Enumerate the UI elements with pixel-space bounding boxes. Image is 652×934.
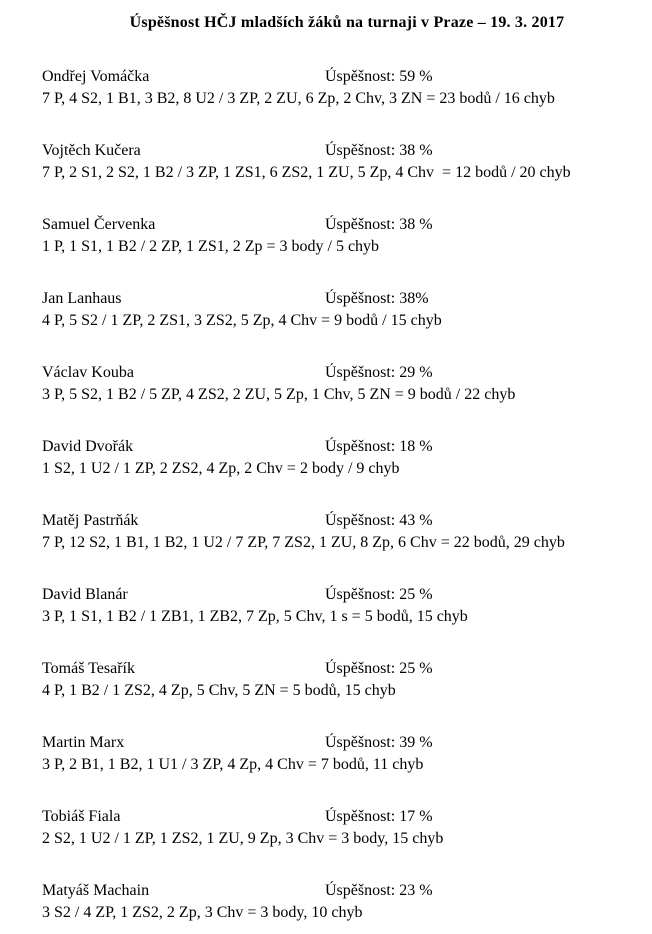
player-name: Tobiáš Fiala [42, 808, 121, 825]
player-name: David Dvořák [42, 438, 134, 455]
player-entry [42, 806, 652, 850]
player-success: Úspěšnost: 18 % [325, 438, 433, 455]
player-success: Úspěšnost: 38 % [325, 142, 433, 159]
player-detail: 3 P, 5 S2, 1 B2 / 5 ZP, 4 ZS2, 2 ZU, 5 Zp, 1 Chv, 5 ZN = 9 bodů / 22 chyb [42, 386, 516, 403]
player-detail: 7 P, 12 S2, 1 B1, 1 B2, 1 U2 / 7 ZP, 7 ZS2, 1 ZU, 8 Zp, 6 Chv = 22 bodů, 29 chyb [42, 534, 565, 551]
player-header-row [42, 584, 652, 606]
player-entry [42, 140, 652, 184]
player-header-row [42, 436, 652, 458]
player-detail: 2 S2, 1 U2 / 1 ZP, 1 ZS2, 1 ZU, 9 Zp, 3 Chv = 3 body, 15 chyb [42, 830, 444, 847]
player-header-row [42, 66, 652, 88]
player-success: Úspěšnost: 59 % [325, 68, 433, 85]
player-entry [42, 288, 652, 332]
player-detail: 4 P, 1 B2 / 1 ZS2, 4 Zp, 5 Chv, 5 ZN = 5 bodů, 15 chyb [42, 682, 396, 699]
player-success: Úspěšnost: 25 % [325, 660, 433, 677]
player-detail: 7 P, 2 S1, 2 S2, 1 B2 / 3 ZP, 1 ZS1, 6 ZS2, 1 ZU, 5 Zp, 4 Chv = 12 bodů / 20 chyb [42, 164, 571, 181]
player-entry [42, 214, 652, 258]
player-header-row [42, 288, 652, 310]
player-header-row [42, 510, 652, 532]
player-success: Úspěšnost: 29 % [325, 364, 433, 381]
player-detail: 3 S2 / 4 ZP, 1 ZS2, 2 Zp, 3 Chv = 3 body, 10 chyb [42, 904, 363, 921]
player-success: Úspěšnost: 25 % [325, 586, 433, 603]
player-header-row [42, 140, 652, 162]
player-entry [42, 880, 652, 924]
player-entry [42, 510, 652, 554]
player-header-row [42, 806, 652, 828]
player-detail: 1 P, 1 S1, 1 B2 / 2 ZP, 1 ZS1, 2 Zp = 3 body / 5 chyb [42, 238, 380, 255]
player-name: Ondřej Vomáčka [42, 68, 150, 85]
player-success: Úspěšnost: 39 % [325, 734, 433, 751]
player-name: Martin Marx [42, 734, 125, 751]
player-success: Úspěšnost: 38 % [325, 216, 433, 233]
player-entry [42, 362, 652, 406]
player-header-row [42, 732, 652, 754]
player-list [42, 66, 652, 924]
player-name: Matěj Pastrňák [42, 512, 139, 529]
player-name: David Blanár [42, 586, 128, 603]
player-name: Samuel Červenka [42, 216, 156, 233]
player-name: Jan Lanhaus [42, 290, 122, 307]
player-name: Matyáš Machain [42, 882, 150, 899]
player-header-row [42, 362, 652, 384]
player-detail: 1 S2, 1 U2 / 1 ZP, 2 ZS2, 4 Zp, 2 Chv = 2 body / 9 chyb [42, 460, 400, 477]
player-entry [42, 436, 652, 480]
player-name: Tomáš Tesařík [42, 660, 135, 677]
player-detail: 3 P, 1 S1, 1 B2 / 1 ZB1, 1 ZB2, 7 Zp, 5 Chv, 1 s = 5 bodů, 15 chyb [42, 608, 468, 625]
player-success: Úspěšnost: 43 % [325, 512, 433, 529]
player-success: Úspěšnost: 23 % [325, 882, 433, 899]
player-success: Úspěšnost: 38% [325, 290, 429, 307]
player-name: Václav Kouba [42, 364, 134, 381]
player-detail: 4 P, 5 S2 / 1 ZP, 2 ZS1, 3 ZS2, 5 Zp, 4 Chv = 9 bodů / 15 chyb [42, 312, 442, 329]
player-header-row [42, 214, 652, 236]
player-entry [42, 658, 652, 702]
player-name: Vojtěch Kučera [42, 142, 141, 159]
player-header-row [42, 658, 652, 680]
player-detail: 3 P, 2 B1, 1 B2, 1 U1 / 3 ZP, 4 Zp, 4 Chv = 7 bodů, 11 chyb [42, 756, 424, 773]
player-entry [42, 732, 652, 776]
player-success: Úspěšnost: 17 % [325, 808, 433, 825]
page-title: Úspěšnost HČJ mladších žáků na turnaji v Praze – 19. 3. 2017 [129, 14, 565, 31]
player-detail: 7 P, 4 S2, 1 B1, 3 B2, 8 U2 / 3 ZP, 2 ZU, 6 Zp, 2 Chv, 3 ZN = 23 bodů / 16 chyb [42, 90, 555, 107]
player-header-row [42, 880, 652, 902]
player-entry [42, 66, 652, 110]
player-entry [42, 584, 652, 628]
